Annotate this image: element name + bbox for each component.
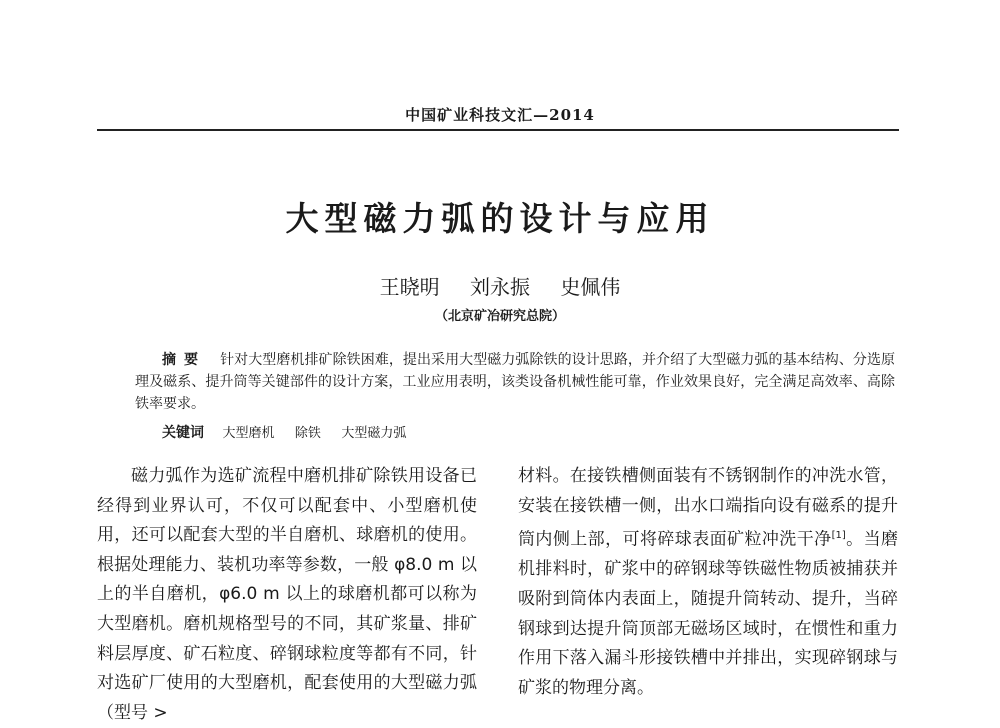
- body-right-column: [518, 462, 898, 703]
- abstract: [135, 349, 895, 415]
- keywords: [162, 422, 422, 445]
- author-name: 王晓明: [379, 275, 440, 299]
- keyword: 大型磨机: [222, 426, 275, 441]
- body-paragraph: 磁力弧作为选矿流程中磨机排矿除铁用设备已经得到业界认可，不仅可以配套中、小型磨机使用，还可以配套大型的半自磨机、球磨机的使用。根据处理能力、装机功率等参数，一般 φ8.0 m 以上的半自磨机，φ6.0 m 以上的球磨机都可以称为大型磨机。磨机规格型号的不同，其矿浆量、排矿料层厚度、矿石粒度、碎钢球粒度等都有不同，针对选矿厂使用的大型磨机，配套使用的大型磁力弧（型号 >: [97, 466, 477, 723]
- reference-mark: [1]: [831, 530, 846, 542]
- affiliation: （北京矿冶研究总院）: [434, 309, 565, 324]
- abstract-text: 针对大型磨机排矿除铁困难，提出采用大型磁力弧除铁的设计思路，并介绍了大型磁力弧的基本结构、分选原理及磁系、提升筒等关键部件的设计方案，工业应用表明，该类设备机械性能可靠，作业效果良好，完全满足高效率、高除铁率要求。: [135, 352, 895, 412]
- author-list: [0, 271, 1000, 300]
- body-left-column: [97, 462, 477, 728]
- body-text: 材料。在接铁槽侧面装有不锈钢制作的冲洗水管，安装在接铁槽一侧，出水口端指向设有磁系的提升筒内侧上部，可将碎球表面矿粒冲洗干净: [518, 466, 898, 550]
- abstract-label: 摘要: [162, 352, 207, 368]
- keywords-label: 关键词: [162, 425, 204, 441]
- journal-header: 中国矿业科技文汇—2014: [405, 106, 595, 124]
- header-divider: [97, 129, 899, 131]
- author-name: 史佩伟: [560, 275, 621, 299]
- body-paragraph: [518, 462, 898, 703]
- keyword: 除铁: [294, 426, 321, 441]
- author-name: 刘永振: [470, 275, 530, 299]
- body-text: 。当磨机排料时，矿浆中的碎钢球等铁磁性物质被捕获并吸附到筒体内表面上，随提升筒转动、提升，当碎钢球到达提升筒顶部无磁场区域时，在惯性和重力作用下落入漏斗形接铁槽中并排出，实现碎钢球与矿浆的物理分离。: [518, 529, 899, 698]
- paper-title: 大型磁力弧的设计与应用: [285, 199, 715, 238]
- keyword: 大型磁力弧: [341, 426, 407, 441]
